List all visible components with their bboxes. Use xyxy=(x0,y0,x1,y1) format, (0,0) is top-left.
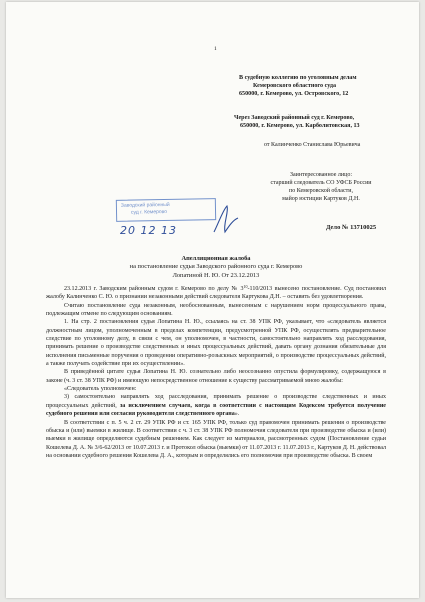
recipient-block xyxy=(239,74,357,99)
document-title-block xyxy=(46,255,386,280)
paragraph: В приведённой цитате судья Лопатина Н. Ю. сознательно либо неосознанно опустила формулировку, содержащуюся в законе (ч. 3 ст. 38 УПК РФ) и имеющую непосредственное отношение к существу рассматриваемой мною жалобы: xyxy=(46,369,386,384)
interested-party-block xyxy=(238,171,404,203)
case-number: Дело № 13710025 xyxy=(326,224,377,231)
page-number: 1 xyxy=(214,46,217,52)
paragraph: 23.12.2013 г. Заводским районным судом г. Кемерово по делу № $3^{10}-110/2013$ вынесено постановление. Суд постановил жалобу Калинченко С. Ю. о признании незаконными действий следователя Картукова Д.Н. – оставить без удовлетворения. xyxy=(46,284,386,301)
quote-line: «Следователь уполномочен: xyxy=(64,386,137,393)
interested-line: по Кемеровской области, xyxy=(289,188,353,194)
stamp-date-handwriting: 20 12 13 xyxy=(120,224,177,237)
via-line: Через Заводский районный суд г. Кемерово, xyxy=(234,115,355,121)
document-heading: Апелляционная жалоба xyxy=(181,255,251,262)
recipient-line: В судебную коллегию по уголовным делам xyxy=(239,75,357,81)
signature-icon xyxy=(211,202,241,238)
via-block xyxy=(234,114,360,130)
quote-paragraph: 3) самостоятельно направлять ход расследования, принимать решение о производстве следственных и иных процессуальных действий, за исключением случаев, когда в соответствии с настоящим Кодексом требуется получение судебного решения или согласия руководителя следственного органа». xyxy=(46,394,386,418)
document-page xyxy=(6,2,419,598)
applicant-line: от Калинченко Станислава Юрьевича xyxy=(264,142,361,148)
interested-line: майор юстиции Картуков Д.Н. xyxy=(282,196,360,202)
paragraph: В соответствии с п. 5 ч. 2 ст. 29 УПК РФ и ст. 165 УПК РФ, только суд правомочен принимать решения о производстве обыска и (или) выемки в жилище. В соответствии с ч. 3 ст. 38 УПК РФ полномочия следователя при производстве обыска и (или) выемки в жилище определяются судебным решением. Как следует из материалов, рассмотренных судом (Постановление судьи Кошелева Д. А. № 3/6-62/2013 от 10.07.2013 г. и Протокол обыска (выемки) от 11.07.2013 г. 11.07.2013 г., Картуков Д. Н. действовал на основании судебного решения Кошелева Д. А., которым и определялись его полномочия при производстве обыска. В своем xyxy=(46,419,386,459)
recipient-line: 650000, г. Кемерово, ул. Островского, 12 xyxy=(239,91,349,98)
interested-line: Заинтересованное лицо: xyxy=(289,172,352,178)
document-subtitle: Лопатиной Н. Ю. От 23.12.2013 xyxy=(172,271,260,279)
court-stamp xyxy=(116,198,216,222)
paragraph: Считаю постановление суда незаконным, необоснованным, вынесенным с нарушением норм процессуального права, подлежащим отмене по следующим основаниям. xyxy=(46,302,386,318)
interested-line: старший следователь СО УФСБ России xyxy=(270,180,372,186)
recipient-line: Кемеровского областного суда xyxy=(253,83,337,90)
via-line: 650000, г. Кемерово, ул. Карболитовская, 13 xyxy=(240,123,360,130)
stamp-line: Заводский районный xyxy=(120,201,170,209)
stamp-line: суд г. Кемерово xyxy=(130,208,168,216)
document-body xyxy=(46,283,386,460)
paragraph: 1. На стр. 2 постановления судья Лопатина Н. Ю., ссылаясь на ст. 38 УПК РФ, указывает, что «следователь является должностным лицом, уполномоченным в пределах компетенции, предусмотренной УПК РФ, осуществлять предварительное следствие по уголовному делу, в связи с чем, он уполномочен, в частности, самостоятельно направлять ход расследования, принимать решение о производстве следственных и иных процессуальных действий, давать органу дознания обязательные для исполнения письменные поручения о проведении оперативно-розыскных мероприятий, о производстве процессуальных действий, а также получать содействие при их осуществлении». xyxy=(46,319,386,368)
document-subtitle: на постановление судьи Заводского районного суда г. Кемерово xyxy=(129,263,303,271)
